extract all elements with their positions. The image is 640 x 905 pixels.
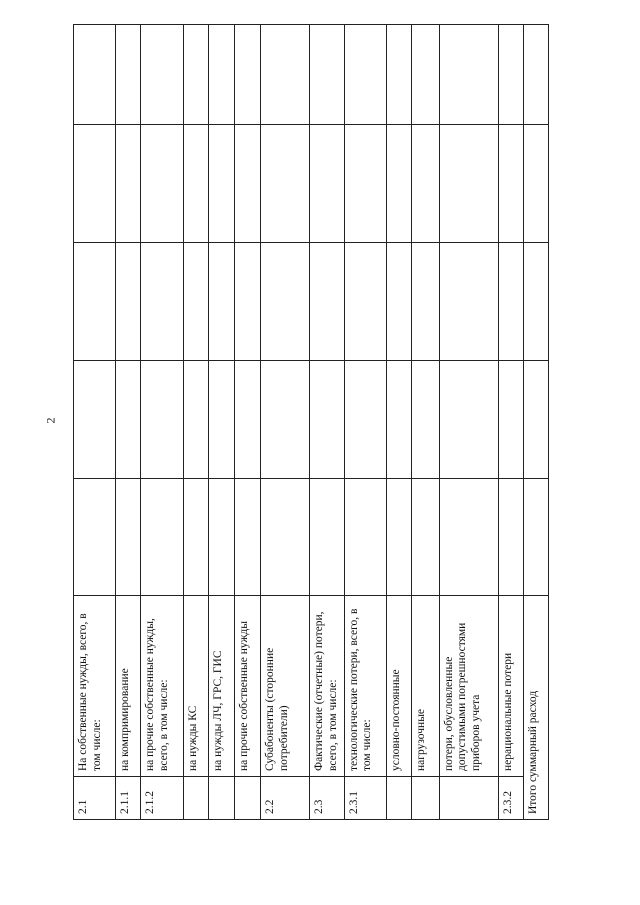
value-cell <box>523 243 548 361</box>
value-cell <box>386 243 411 361</box>
value-cell <box>411 125 439 243</box>
value-cell <box>209 125 235 243</box>
value-cell <box>439 479 498 596</box>
value-cell <box>235 125 261 243</box>
row-number: 2.1 <box>74 777 116 820</box>
value-cell <box>209 479 235 596</box>
value-cell <box>261 25 310 125</box>
table-row <box>386 25 411 820</box>
value-cell <box>141 479 184 596</box>
value-cell <box>411 25 439 125</box>
value-cell <box>310 361 345 479</box>
expense-table <box>73 24 549 820</box>
row-description: технологические потери, всего, в том числе: <box>344 596 386 777</box>
table-row <box>344 25 386 820</box>
table-row <box>184 25 209 820</box>
value-cell <box>344 243 386 361</box>
table-row <box>235 25 261 820</box>
value-cell <box>235 25 261 125</box>
value-cell <box>344 361 386 479</box>
table-row <box>74 25 116 820</box>
rotated-table-area <box>73 25 543 820</box>
value-cell <box>74 125 116 243</box>
value-cell <box>261 479 310 596</box>
value-cell <box>523 361 548 479</box>
row-description: условно-постоянные <box>386 596 411 777</box>
value-cell <box>498 125 523 243</box>
value-cell <box>116 361 141 479</box>
value-cell <box>261 243 310 361</box>
row-number <box>411 777 439 820</box>
value-cell <box>209 25 235 125</box>
value-cell <box>184 479 209 596</box>
value-cell <box>439 243 498 361</box>
row-description: На собственные нужды, всего, в том числе: <box>74 596 116 777</box>
value-cell <box>386 125 411 243</box>
value-cell <box>523 479 548 596</box>
value-cell <box>344 125 386 243</box>
value-cell <box>498 243 523 361</box>
value-cell <box>116 479 141 596</box>
row-description: на нужды ЛЧ, ГРС, ГИС <box>209 596 235 777</box>
value-cell <box>116 125 141 243</box>
value-cell <box>74 479 116 596</box>
value-cell <box>498 25 523 125</box>
value-cell <box>411 243 439 361</box>
value-cell <box>141 243 184 361</box>
table-row <box>261 25 310 820</box>
row-number: 2.1.1 <box>116 777 141 820</box>
table-row <box>209 25 235 820</box>
value-cell <box>74 361 116 479</box>
table-row <box>310 25 345 820</box>
value-cell <box>261 361 310 479</box>
value-cell <box>74 25 116 125</box>
value-cell <box>261 125 310 243</box>
value-cell <box>209 361 235 479</box>
value-cell <box>74 243 116 361</box>
table-row <box>411 25 439 820</box>
value-cell <box>116 243 141 361</box>
value-cell <box>523 25 548 125</box>
row-description: потери, обусловленные допустимыми погрешностями приборов учета <box>439 596 498 777</box>
value-cell <box>310 25 345 125</box>
value-cell <box>498 479 523 596</box>
value-cell <box>439 361 498 479</box>
value-cell <box>310 243 345 361</box>
table-row-total <box>523 25 548 820</box>
page-number: 2 <box>43 417 58 424</box>
row-number: 2.2 <box>261 777 310 820</box>
row-description: на компримирование <box>116 596 141 777</box>
value-cell <box>439 25 498 125</box>
row-number <box>209 777 235 820</box>
value-cell <box>184 125 209 243</box>
value-cell <box>386 479 411 596</box>
row-description: Субабоненты (сторонние потребители) <box>261 596 310 777</box>
value-cell <box>498 361 523 479</box>
value-cell <box>386 361 411 479</box>
row-number: 2.3.2 <box>498 777 523 820</box>
value-cell <box>141 361 184 479</box>
value-cell <box>411 479 439 596</box>
row-number: 2.3 <box>310 777 345 820</box>
value-cell <box>344 25 386 125</box>
row-number <box>184 777 209 820</box>
value-cell <box>209 243 235 361</box>
value-cell <box>235 479 261 596</box>
value-cell <box>344 479 386 596</box>
table-row <box>439 25 498 820</box>
value-cell <box>184 361 209 479</box>
table-row <box>116 25 141 820</box>
value-cell <box>235 361 261 479</box>
row-number <box>386 777 411 820</box>
value-cell <box>141 25 184 125</box>
row-number <box>235 777 261 820</box>
table-row <box>141 25 184 820</box>
row-number <box>439 777 498 820</box>
row-description: на прочие собственные нужды, всего, в том числе: <box>141 596 184 777</box>
row-number: 2.3.1 <box>344 777 386 820</box>
table-row <box>498 25 523 820</box>
row-description: нерациональные потери <box>498 596 523 777</box>
value-cell <box>523 125 548 243</box>
row-description: на прочие собственные нужды <box>235 596 261 777</box>
value-cell <box>116 25 141 125</box>
row-description: Фактические (отчетные) потери, всего, в том числе: <box>310 596 345 777</box>
value-cell <box>184 25 209 125</box>
row-description: нагрузочные <box>411 596 439 777</box>
value-cell <box>310 479 345 596</box>
total-label: Итого суммарный расход <box>523 596 548 820</box>
value-cell <box>141 125 184 243</box>
value-cell <box>184 243 209 361</box>
value-cell <box>310 125 345 243</box>
value-cell <box>235 243 261 361</box>
value-cell <box>386 25 411 125</box>
value-cell <box>411 361 439 479</box>
row-description: на нужды КС <box>184 596 209 777</box>
value-cell <box>439 125 498 243</box>
row-number: 2.1.2 <box>141 777 184 820</box>
